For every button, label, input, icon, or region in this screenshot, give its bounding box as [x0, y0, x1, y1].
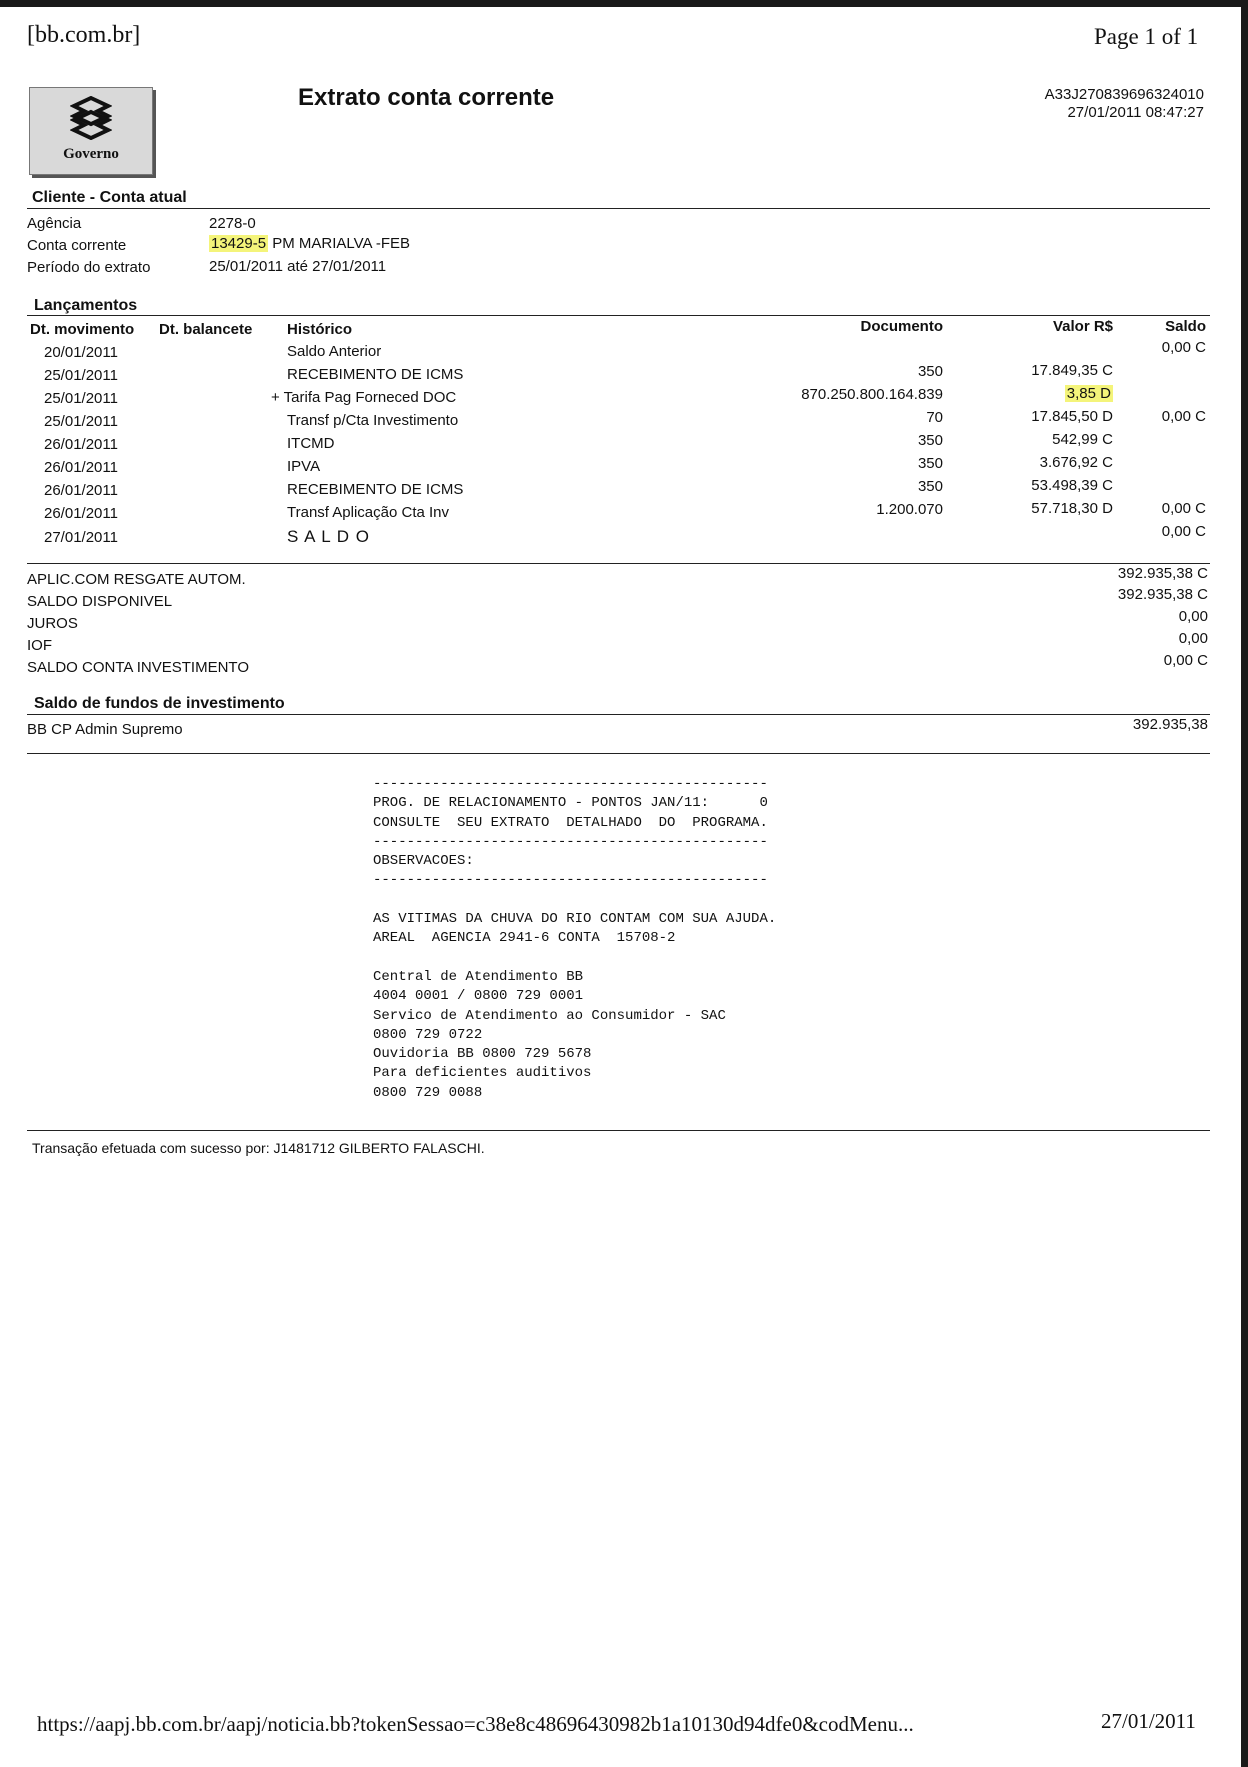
resumo-value: 0,00 C	[1163, 652, 1208, 669]
conta-value	[209, 235, 410, 252]
notice-line: Central de Atendimento BB	[373, 968, 584, 985]
row-date: 26/01/2011	[44, 436, 118, 453]
row-historico: Transf p/Cta Investimento	[287, 412, 459, 429]
document-datetime: 27/01/2011 08:47:27	[1067, 104, 1204, 121]
conta-name: PM MARIALVA -FEB	[272, 235, 411, 252]
resumo-value: 0,00	[1178, 608, 1208, 625]
row-historico: Transf Aplicação Cta Inv	[287, 504, 450, 521]
scan-edge-right	[1241, 0, 1248, 1767]
row-documento: 1.200.070	[876, 501, 943, 518]
row-valor: 17.849,35 C	[1031, 362, 1113, 379]
resumo-value: 392.935,38 C	[1117, 586, 1208, 603]
logo-label: Governo	[63, 146, 119, 162]
resumo-value: 392.935,38 C	[1117, 565, 1208, 582]
notice-line	[373, 949, 776, 968]
notice-line: 0800 729 0088	[373, 1084, 483, 1101]
notice-line: OBSERVACOES:	[373, 853, 474, 870]
bb-governo-logo	[29, 87, 153, 175]
print-footer-url: https://aapj.bb.com.br/aapj/noticia.bb?tokenSessao=c38e8c48696430982b1a10130d94dfe0&codMenu...	[37, 1712, 914, 1736]
divider	[27, 563, 1210, 564]
resumo-label: SALDO CONTA INVESTIMENTO	[27, 659, 249, 676]
row-historico: RECEBIMENTO DE ICMS	[287, 366, 464, 383]
row-valor: 53.498,39 C	[1031, 477, 1113, 494]
row-historico: Saldo Anterior	[287, 343, 382, 360]
col-valor: Valor R$	[1052, 318, 1113, 335]
print-header-site: [bb.com.br]	[27, 22, 141, 48]
row-documento: 70	[926, 409, 943, 426]
row-documento: 870.250.800.164.839	[801, 386, 943, 403]
row-date: 25/01/2011	[44, 367, 118, 384]
row-valor: 17.845,50 D	[1031, 408, 1113, 425]
col-historico: Histórico	[287, 321, 353, 338]
notice-line	[373, 891, 776, 910]
row-historico: RECEBIMENTO DE ICMS	[287, 481, 464, 498]
fundo-value: 392.935,38	[1132, 716, 1208, 733]
row-documento: 350	[917, 455, 943, 472]
notice-line: -----------------------------------------------	[373, 833, 768, 850]
conta-label: Conta corrente	[27, 237, 127, 254]
row-historico: + Tarifa Pag Forneced DOC	[271, 389, 457, 406]
notice-line: Ouvidoria BB 0800 729 5678	[373, 1046, 592, 1063]
row-date: 25/01/2011	[44, 413, 118, 430]
conta-number: 13429-5	[211, 235, 267, 252]
notice-line: AREAL AGENCIA 2941-6 CONTA 15708-2	[373, 930, 676, 947]
row-date: 26/01/2011	[44, 505, 118, 522]
row-date: 20/01/2011	[44, 344, 118, 361]
col-documento: Documento	[860, 318, 943, 335]
agencia-label: Agência	[27, 215, 82, 232]
resumo-label: APLIC.COM RESGATE AUTOM.	[27, 571, 246, 588]
notice-line: Para deficientes auditivos	[373, 1065, 592, 1082]
divider	[27, 753, 1210, 754]
notice-line: AS VITIMAS DA CHUVA DO RIO CONTAM COM SUA AJUDA.	[373, 911, 777, 928]
row-date: 25/01/2011	[44, 390, 118, 407]
notice-line: PROG. DE RELACIONAMENTO - PONTOS JAN/11: 0	[373, 795, 768, 812]
col-saldo: Saldo	[1165, 318, 1206, 335]
row-valor: 542,99 C	[1052, 431, 1113, 448]
page-title: Extrato conta corrente	[298, 84, 555, 111]
row-date: 26/01/2011	[44, 459, 118, 476]
notice-line: Servico de Atendimento ao Consumidor - SAC	[373, 1007, 726, 1024]
row-saldo: 0,00 C	[1161, 408, 1206, 425]
notice-line: 4004 0001 / 0800 729 0001	[373, 988, 584, 1005]
print-header-page: Page 1 of 1	[1094, 24, 1199, 49]
bank-notice	[373, 775, 776, 1103]
col-dt-movimento: Dt. movimento	[30, 321, 135, 338]
row-saldo: 0,00 C	[1161, 500, 1206, 517]
row-valor	[1065, 385, 1113, 402]
row-documento: 350	[917, 478, 943, 495]
agencia-value: 2278-0	[209, 215, 256, 232]
scan-edge-top	[0, 0, 1248, 7]
lancamentos-heading: Lançamentos	[34, 297, 138, 314]
divider	[27, 1130, 1210, 1131]
resumo-label: SALDO DISPONIVEL	[27, 593, 173, 610]
row-date: 26/01/2011	[44, 482, 118, 499]
notice-line: -----------------------------------------------	[373, 872, 768, 889]
row-historico: ITCMD	[287, 435, 335, 452]
bb-logo-icon	[70, 96, 112, 140]
fundos-heading: Saldo de fundos de investimento	[34, 695, 285, 712]
highlighted-valor: 3,85 D	[1066, 385, 1111, 402]
print-footer-date: 27/01/2011	[1101, 1709, 1196, 1733]
row-valor: 3.676,92 C	[1039, 454, 1113, 471]
divider	[27, 315, 1210, 316]
row-date: 27/01/2011	[44, 529, 118, 546]
divider	[27, 714, 1210, 715]
resumo-label: IOF	[27, 637, 52, 654]
document-id-block	[1045, 86, 1204, 122]
row-valor: 57.718,30 D	[1031, 500, 1113, 517]
row-saldo: 0,00 C	[1161, 339, 1206, 356]
row-documento: 350	[917, 432, 943, 449]
fundo-name: BB CP Admin Supremo	[27, 721, 183, 738]
row-historico: IPVA	[287, 458, 321, 475]
notice-line: -----------------------------------------------	[373, 776, 768, 792]
row-saldo: 0,00 C	[1161, 523, 1206, 540]
row-documento: 350	[917, 363, 943, 380]
divider	[27, 208, 1210, 209]
periodo-label: Período do extrato	[27, 259, 151, 276]
periodo-value: 25/01/2011 até 27/01/2011	[209, 258, 387, 275]
document-id: A33J270839696324010	[1044, 86, 1204, 103]
col-dt-balancete: Dt. balancete	[159, 321, 253, 338]
resumo-value: 0,00	[1178, 630, 1208, 647]
transaction-confirmation: Transação efetuada com sucesso por: J1481712 GILBERTO FALASCHI.	[32, 1140, 485, 1156]
row-historico: S A L D O	[287, 527, 371, 546]
cliente-heading: Cliente - Conta atual	[32, 189, 187, 206]
notice-line: CONSULTE SEU EXTRATO DETALHADO DO PROGRAMA.	[373, 814, 768, 831]
resumo-label: JUROS	[27, 615, 78, 632]
notice-line: 0800 729 0722	[373, 1026, 483, 1043]
